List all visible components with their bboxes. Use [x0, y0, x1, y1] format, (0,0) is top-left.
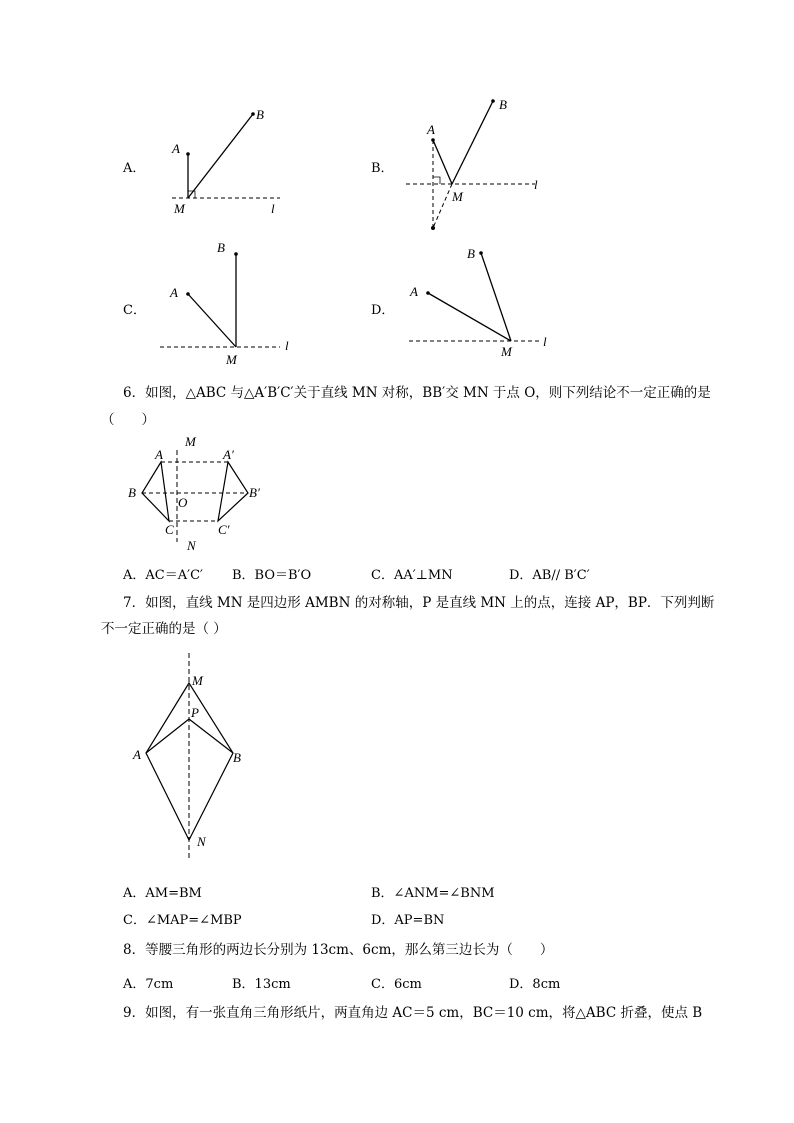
label-m: M: [501, 344, 512, 359]
question-7-stem: 7．如图，直线 MN 是四边形 AMBN 的对称轴，P 是直线 MN 上的点，连接 AP，BP．下列判断: [123, 595, 715, 611]
question-8-option-c: C．6cm: [371, 977, 422, 992]
label-n: N: [187, 538, 196, 553]
figure-q5-option-d: [405, 240, 565, 365]
question-7-option-a: A．AM=BM: [123, 886, 202, 901]
label-a: A: [410, 284, 418, 299]
question-6-option-c: C．AA′⊥MN: [371, 568, 453, 583]
label-l: l: [543, 334, 547, 349]
label-l: l: [271, 201, 275, 216]
question-7-option-d: D．AP=BN: [371, 913, 445, 928]
label-a: A: [427, 122, 435, 137]
question-8-stem: 8．等腰三角形的两边长分别为 13cm、6cm，那么第三边长为（ ）: [123, 942, 554, 958]
label-b: B: [467, 246, 475, 261]
label-m: M: [185, 434, 196, 449]
label-m: M: [174, 201, 185, 216]
question-6-option-d: D．AB// B′C′: [509, 568, 590, 583]
label-b: B: [217, 240, 225, 255]
figure-q7: [125, 645, 255, 865]
question-8-option-d: D．8cm: [509, 977, 561, 992]
label-m: M: [452, 189, 463, 204]
label-b: B: [499, 97, 507, 112]
label-c-prime: C′: [218, 522, 230, 537]
label-b: B: [128, 485, 136, 500]
question-6-stem: 6．如图，△ABC 与△A′B′C′关于直线 MN 对称，BB′交 MN 于点 O，则下列结论不一定正确的是: [123, 385, 711, 401]
option-b-label: B．: [371, 161, 394, 176]
figure-q5-option-c: [155, 235, 305, 370]
option-d-label: D．: [371, 303, 395, 318]
label-m: M: [192, 673, 203, 688]
question-6-option-a: A．AC＝A′C′: [123, 568, 203, 583]
option-a-label: A．: [123, 161, 146, 176]
question-6-option-b: B．BO＝B′O: [232, 568, 312, 583]
label-l: l: [285, 338, 289, 353]
label-p: P: [191, 705, 199, 720]
question-8-option-b: B．13cm: [232, 977, 291, 992]
label-b-prime: B′: [249, 485, 260, 500]
label-c: C: [165, 522, 174, 537]
question-7-option-c: C．∠MAP=∠MBP: [123, 913, 242, 928]
label-a: A: [133, 747, 141, 762]
label-a: A: [155, 447, 163, 462]
label-b: B: [256, 107, 264, 122]
figure-q5-option-b: [400, 90, 560, 240]
label-n: N: [197, 834, 206, 849]
figure-q5-option-a: [160, 100, 300, 220]
label-m: M: [226, 352, 237, 367]
question-7-stem-cont: 不一定正确的是（ ）: [101, 621, 227, 637]
label-a: A: [170, 285, 178, 300]
question-7-option-b: B．∠ANM=∠BNM: [371, 886, 495, 901]
label-a-prime: A′: [223, 447, 234, 462]
label-b: B: [233, 750, 241, 765]
question-8-option-a: A．7cm: [123, 977, 174, 992]
option-c-label: C．: [123, 303, 146, 318]
label-a: A: [172, 141, 180, 156]
label-l: l: [534, 177, 538, 192]
figure-q6: [120, 432, 280, 557]
label-o: O: [178, 495, 188, 510]
question-6-answer-blank: （ ）: [101, 412, 155, 428]
question-9-stem: 9．如图，有一张直角三角形纸片，两直角边 AC＝5 cm，BC＝10 cm，将△ABC 折叠，使点 B: [123, 1005, 703, 1021]
